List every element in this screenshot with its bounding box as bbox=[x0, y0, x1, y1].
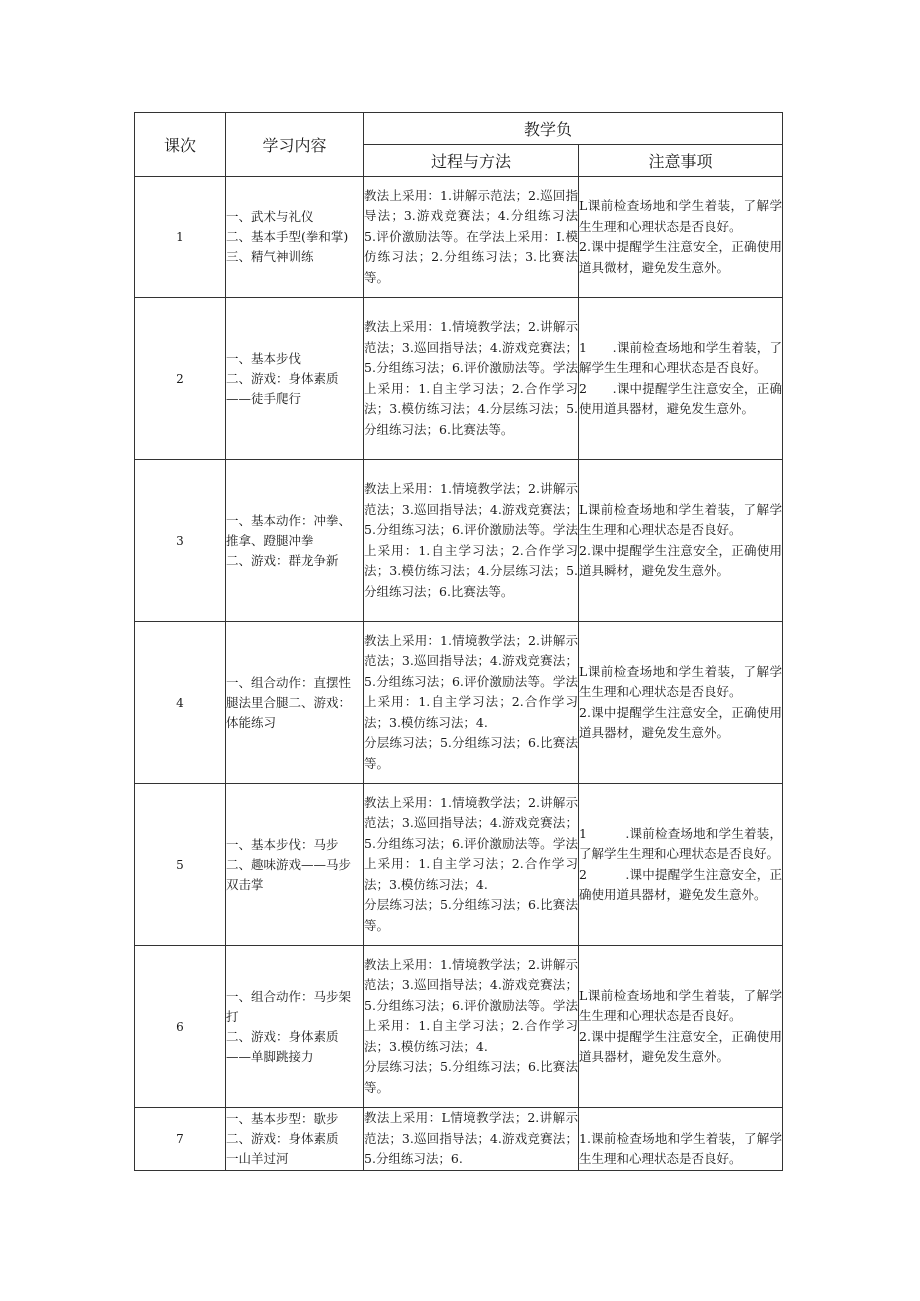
content-line: 二、游戏：身体素质——单脚跳接力 bbox=[226, 1028, 339, 1064]
lesson-method bbox=[364, 784, 579, 946]
lesson-content bbox=[226, 946, 364, 1108]
content-line: 二、游戏：身体素质 bbox=[226, 370, 339, 386]
table-row bbox=[135, 946, 783, 1108]
method-text: 分层练习法；5.分组练习法；6.比赛法等。 bbox=[364, 897, 578, 933]
lesson-number: 1 bbox=[135, 177, 226, 298]
lesson-method bbox=[364, 177, 579, 298]
lesson-notes bbox=[579, 177, 783, 298]
method-text: 教法上采用：1.情境教学法；2.讲解示范法；3.巡回指导法；4.游戏竞赛法；5.分组练习法；6.评价激励法等。学法上采用：1.自主学习法；2.合作学习法；3.模仿练习法；4.分层练习法；5.分组练习法；6.比赛法等。 bbox=[364, 481, 578, 599]
lesson-number: 3 bbox=[135, 460, 226, 622]
lesson-number: 5 bbox=[135, 784, 226, 946]
lesson-method bbox=[364, 1108, 579, 1171]
method-text: 教法上采用：1.情境教学法；2.讲解示范法；3.巡回指导法；4.游戏竞赛法；5.分组练习法；6.评价激励法等。学法上采用：1.自主学习法；2.合作学习法；3.模仿练习法；4. bbox=[364, 632, 578, 730]
method-text: 分层练习法；5.分组练习法；6.比赛法等。 bbox=[364, 735, 578, 771]
lesson-content bbox=[226, 298, 364, 460]
note-item: 2 .课中提醒学生注意安全，正确使用道具器材，避免发生意外。 bbox=[579, 866, 782, 902]
note-item: 2 .课中提醒学生注意安全，正确使用道具器材，避免发生意外。 bbox=[579, 380, 782, 416]
content-line: 一、组合动作：马步架打 bbox=[226, 988, 352, 1024]
header-lesson-no: 课次 bbox=[135, 113, 226, 177]
method-text: 教法上采用：1.情境教学法；2.讲解示范法；3.巡回指导法；4.游戏竞赛法；5.分组练习法；6.评价激励法等。学法上采用：1.自主学习法；2.合作学习法；3.模仿练习法；4.分层练习法；5.分组练习法；6.比赛法等。 bbox=[364, 319, 578, 437]
lesson-plan-table bbox=[134, 112, 783, 1171]
table-row bbox=[135, 622, 783, 784]
lesson-notes bbox=[579, 1108, 783, 1171]
content-line: ——徒手爬行 bbox=[226, 390, 302, 406]
table-row bbox=[135, 177, 783, 298]
header-content: 学习内容 bbox=[226, 113, 364, 177]
note-item: 2.课中提醒学生注意安全，正确使用道具器材，避免发生意外。 bbox=[579, 704, 782, 740]
note-item: 1 .课前检查场地和学生着装，了解学生生理和心理状态是否良好。 bbox=[579, 825, 782, 861]
lesson-number: 4 bbox=[135, 622, 226, 784]
note-item: 1.课前检查场地和学生着装，了解学生生理和心理状态是否良好。 bbox=[579, 1130, 782, 1166]
lesson-notes bbox=[579, 622, 783, 784]
method-text: 教法上采用：L情境教学法；2.讲解示范法；3.巡回指导法；4.游戏竞赛法；5.分组练习法；6. bbox=[364, 1110, 578, 1166]
lesson-notes bbox=[579, 946, 783, 1108]
method-text: 教法上采用：1.情境教学法；2.讲解示范法；3.巡回指导法；4.游戏竞赛法；5.分组练习法；6.评价激励法等。学法上采用：1.自主学习法；2.合作学习法；3.模仿练习法；4. bbox=[364, 956, 578, 1054]
note-item: 2.课中提醒学生注意安全，正确使用道具微材，避免发生意外。 bbox=[579, 239, 782, 275]
method-text: 分层练习法；5.分组练习法；6.比赛法等。 bbox=[364, 1059, 578, 1095]
table-row bbox=[135, 298, 783, 460]
content-line: 三、精气神训练 bbox=[226, 249, 314, 264]
content-line: 二、趣味游戏——马步双击掌 bbox=[226, 856, 352, 892]
content-line: 二、游戏：群龙争新 bbox=[226, 552, 339, 568]
table-row bbox=[135, 1108, 783, 1171]
method-text: 教法上采用：1.讲解示范法；2.巡回指导法；3.游戏竞赛法；4.分组练习法 5.评价激励法等。在学法上采用：I.模仿练习法；2.分组练习法；3.比赛法等。 bbox=[364, 187, 578, 285]
lesson-method bbox=[364, 298, 579, 460]
lesson-method bbox=[364, 946, 579, 1108]
lesson-notes bbox=[579, 784, 783, 946]
header-plan-group: 教学负 bbox=[364, 113, 783, 145]
header-method: 过程与方法 bbox=[364, 145, 579, 177]
lesson-number: 6 bbox=[135, 946, 226, 1108]
content-line: 一、基本步伐：马步 bbox=[226, 836, 339, 852]
note-item: L课前检查场地和学生着装，了解学生生理和心理状态是否良好。 bbox=[579, 987, 782, 1023]
lesson-content bbox=[226, 177, 364, 298]
content-line: 一山羊过河 bbox=[226, 1150, 289, 1166]
lesson-method bbox=[364, 460, 579, 622]
lesson-method bbox=[364, 622, 579, 784]
lesson-number: 2 bbox=[135, 298, 226, 460]
lesson-notes bbox=[579, 298, 783, 460]
content-line: 一、基本步型：歇步 bbox=[226, 1110, 339, 1126]
lesson-content bbox=[226, 622, 364, 784]
lesson-content bbox=[226, 460, 364, 622]
table-row bbox=[135, 784, 783, 946]
lesson-content bbox=[226, 784, 364, 946]
lesson-number: 7 bbox=[135, 1108, 226, 1171]
content-line: 一、基本步伐 bbox=[226, 350, 302, 366]
header-notes: 注意事项 bbox=[579, 145, 783, 177]
note-item: 2.课中提醒学生注意安全，正确使用道具瞬材，避免发生意外。 bbox=[579, 542, 782, 578]
lesson-content bbox=[226, 1108, 364, 1171]
content-line: 一、组合动作：直摆性腿法里合腿二、游戏：体能练习 bbox=[226, 674, 352, 730]
content-line: 一、基本动作：冲拳、推拿、蹬腿冲拳 bbox=[226, 512, 352, 548]
note-item: L课前检查场地和学生着装，了解学生生理和心理状态是否良好。 bbox=[579, 198, 782, 234]
note-item: 1 .课前检查场地和学生着装，了解学生生理和心理状态是否良好。 bbox=[579, 339, 782, 375]
note-item: 2.课中提醒学生注意安全，正确使用道具器材，避免发生意外。 bbox=[579, 1028, 782, 1064]
content-line: 二、基本手型(拳和掌) bbox=[226, 229, 349, 244]
content-line: 一、武术与礼仪 bbox=[226, 209, 314, 224]
note-item: L课前检查场地和学生着装，了解学生生理和心理状态是否良好。 bbox=[579, 663, 782, 699]
lesson-notes bbox=[579, 460, 783, 622]
content-line: 二、游戏：身体素质 bbox=[226, 1130, 339, 1146]
table-row bbox=[135, 460, 783, 622]
note-item: L课前检查场地和学生着装，了解学生生理和心理状态是否良好。 bbox=[579, 501, 782, 537]
method-text: 教法上采用：1.情境教学法；2.讲解示范法；3.巡回指导法；4.游戏竞赛法；5.分组练习法；6.评价激励法等。学法上采用：1.自主学习法；2.合作学习法；3.模仿练习法；4. bbox=[364, 794, 578, 892]
